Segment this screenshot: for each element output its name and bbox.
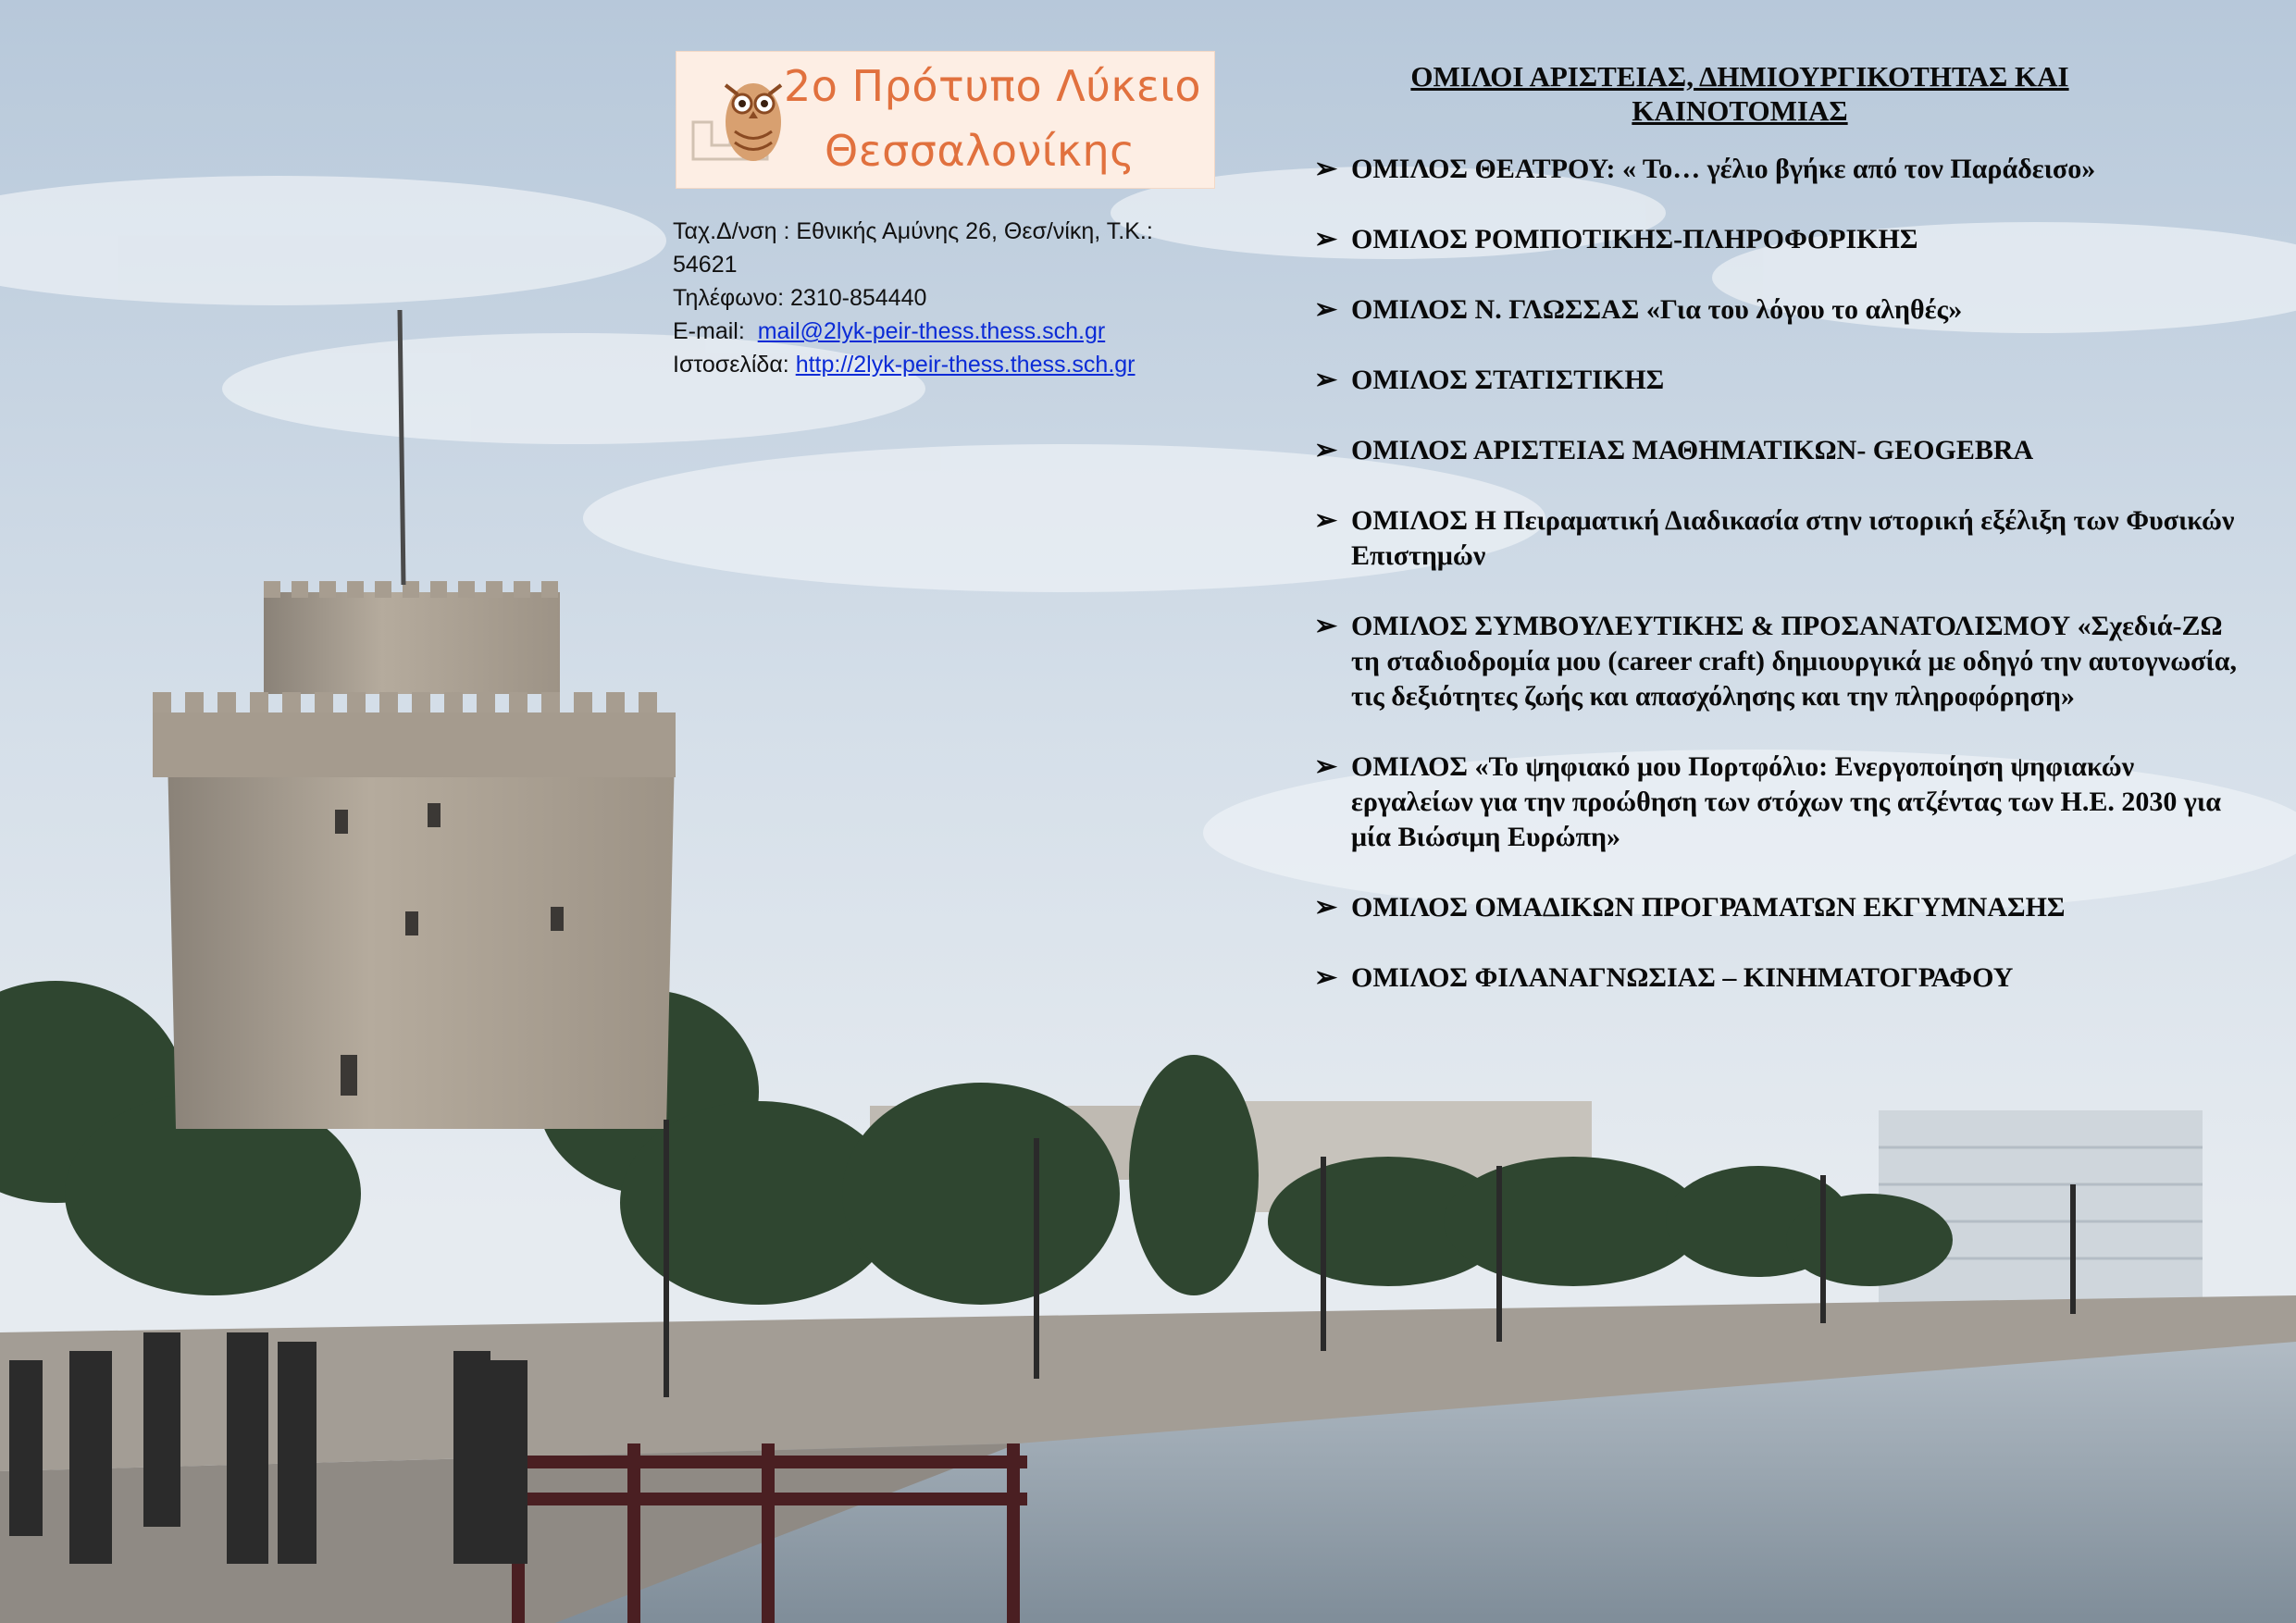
club-item [1314,363,2240,398]
club-text: ΟΜΙΛΟΣ Η Πειραματική Διαδικασία στην ιστορική εξέλιξη των Φυσικών Επιστημών [1351,505,2235,571]
club-item [1314,890,2240,925]
address-line [673,215,1210,281]
logo-text-line-1: 2ο Πρότυπο Λύκειο [784,61,1202,111]
email-label: E-mail: [673,318,745,344]
clubs-section [1314,59,2240,1031]
club-text: ΟΜΙΛΟΣ ΣΥΜΒΟΥΛΕΥΤΙΚΗΣ & ΠΡΟΣΑΝΑΤΟΛΙΣΜΟΥ «Σχεδιά-ΖΩ τη σταδιοδρομία μου (career craft) δημιουργικά με οδηγό την αυτογνωσία, τις δεξιότητες ζωής και απασχόλησης και την πληροφόρηση» [1351,611,2237,712]
club-text: ΟΜΙΛΟΣ ΣΤΑΤΙΣΤΙΚΗΣ [1351,365,1665,395]
club-text: ΟΜΙΛΟΣ ΘΕΑΤΡΟΥ: « Το… γέλιο βγήκε από τον Παράδεισο» [1351,154,2096,184]
club-item [1314,433,2240,468]
club-item [1314,960,2240,996]
email-line [673,315,1210,348]
club-item [1314,750,2240,855]
club-text: ΟΜΙΛΟΣ ΦΙΛΑΝΑΓΝΩΣΙΑΣ – ΚΙΝΗΜΑΤΟΓΡΑΦΟΥ [1351,962,2014,993]
club-item [1314,152,2240,187]
club-text: ΟΜΙΛΟΣ ΡΟΜΠΟΤΙΚΗΣ-ΠΛΗΡΟΦΟΡΙΚΗΣ [1351,224,1918,254]
club-item [1314,292,2240,328]
website-label: Ιστοσελίδα: [673,352,789,378]
arrow-bullet-icon: ➢ [1314,751,1338,782]
arrow-bullet-icon: ➢ [1314,294,1338,325]
school-logo [676,51,1215,189]
club-text: ΟΜΙΛΟΣ «Το ψηφιακό μου Πορτφόλιο: Ενεργοποίηση ψηφιακών εργαλείων για την προώθηση των στόχων της ατζέντας των Η.Ε. 2030 για μία Βιώσιμη Ευρώπη» [1351,751,2221,852]
arrow-bullet-icon: ➢ [1314,962,1338,993]
arrow-bullet-icon: ➢ [1314,505,1338,536]
arrow-bullet-icon: ➢ [1314,435,1338,465]
club-item [1314,609,2240,714]
phone-value: 2310-854440 [790,285,927,311]
logo-text-line-2: Θεσσαλονίκης [825,126,1136,176]
address-value: Εθνικής Αμύνης 26, Θεσ/νίκη, Τ.Κ.: 54621 [673,218,1153,278]
arrow-bullet-icon: ➢ [1314,892,1338,923]
phone-label: Τηλέφωνο: [673,285,785,311]
club-text: ΟΜΙΛΟΣ ΟΜΑΔΙΚΩΝ ΠΡΟΓΡΑΜΑΤΩΝ ΕΚΓΥΜΝΑΣΗΣ [1351,892,2066,923]
phone-line [673,281,1210,315]
arrow-bullet-icon: ➢ [1314,154,1338,184]
address-label: Ταχ.Δ/νση : [673,218,790,244]
arrow-bullet-icon: ➢ [1314,611,1338,641]
arrow-bullet-icon: ➢ [1314,365,1338,395]
club-text: ΟΜΙΛΟΣ ΑΡΙΣΤΕΙΑΣ ΜΑΘΗΜΑΤΙΚΩΝ- GEOGEBRA [1351,435,2034,465]
contact-details [673,215,1210,381]
email-link[interactable]: mail@2lyk-peir-thess.thess.sch.gr [757,318,1106,344]
clubs-title: ΟΜΙΛΟΙ ΑΡΙΣΤΕΙΑΣ, ΔΗΜΙΟΥΡΓΙΚΟΤΗΤΑΣ ΚΑΙ ΚΑΙΝΟΤΟΜΙΑΣ [1410,60,2069,127]
club-item [1314,503,2240,574]
club-item [1314,222,2240,257]
website-line [673,348,1210,381]
website-link[interactable]: http://2lyk-peir-thess.thess.sch.gr [795,352,1136,378]
arrow-bullet-icon: ➢ [1314,224,1338,254]
club-text: ΟΜΙΛΟΣ Ν. ΓΛΩΣΣΑΣ «Για του λόγου το αληθές» [1351,294,1963,325]
